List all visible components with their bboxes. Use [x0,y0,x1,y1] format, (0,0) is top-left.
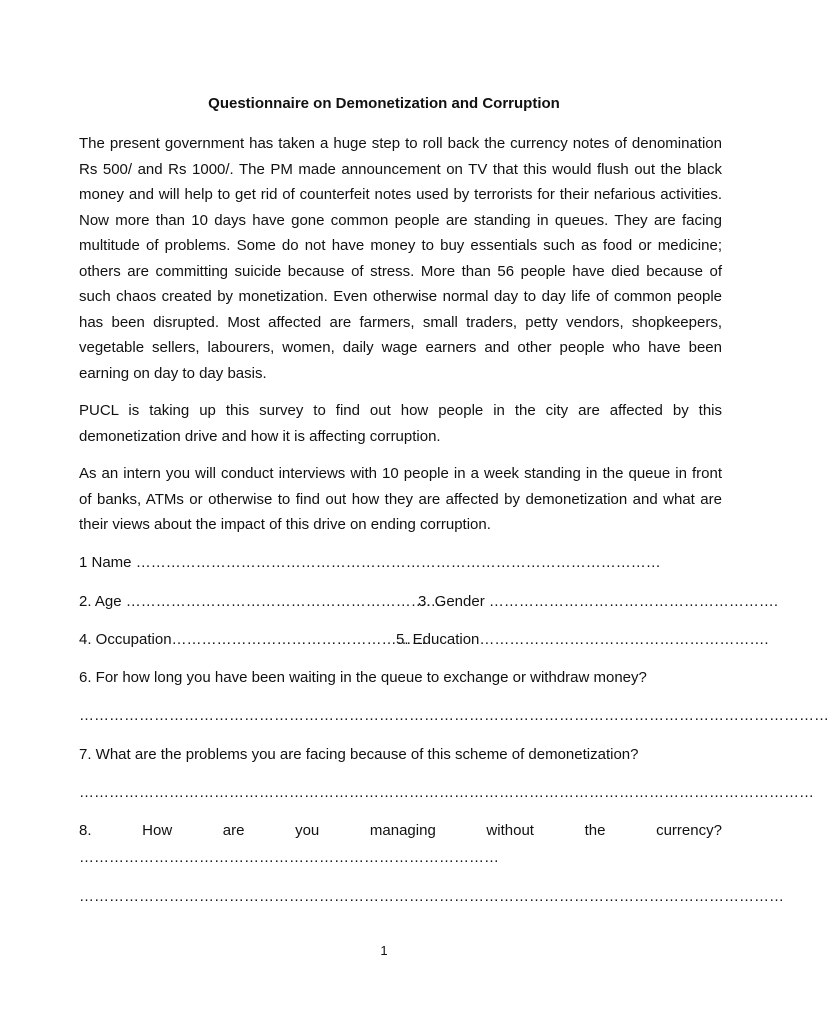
q8-word: 8. [79,822,92,839]
question-8-answer-line-1: ………………………………………………………………………… [79,849,499,866]
q8-word: currency? [656,822,722,839]
page-number: 1 [380,943,388,958]
q8-word: you [295,822,320,839]
intern-instructions-paragraph: As an intern you will conduct interviews with 10 people in a week standing in the queue in front of banks, ATMs or otherwise to find out how they are affected by demonetization and what are their views about the impact of this drive on ending corruption. [79,465,722,533]
q8-word: the [584,822,606,839]
name-field: 1 Name …………………………………………………………………………………………… [79,554,661,571]
question-7: 7. What are the problems you are facing because of this scheme of demonetization? [79,746,639,763]
intro-paragraph: The present government has taken a huge step to roll back the currency notes of denomination Rs 500/ and Rs 1000/. The PM made announcement on TV that this would flush out the black money and will help to get rid of counterfeit notes used by terrorists for their nefarious activities. Now more than 10 days have gone common people are standing in queues. They are facing multitude of problems. Some do not have money to buy essentials such as food or medicine; others are committing suicide because of stress. More than 56 people have died because of such chaos created by monetization. Even otherwise normal day to day life of common people has been disrupted. Most affected are farmers, small traders, petty vendors, shopkeepers, vegetable sellers, labourers, women, daily wage earners and other people who have been earning on day to day basis. [79,135,722,382]
q8-word: managing [369,822,436,839]
survey-purpose-paragraph: PUCL is taking up this survey to find out how people in the city are affected by this demonetization drive and how it is affecting corruption. [79,402,722,445]
age-field: 2. Age ………………………………………………………. [79,593,445,610]
q8-word: are [222,822,245,839]
document-title: Questionnaire on Demonetization and Corruption [208,95,560,112]
question-8-answer-line-2: …………………………………………………………………………………………………………………………… [79,888,784,905]
question-6-answer-line: …………………………………………………………………………………………………………………………………… [79,707,829,724]
gender-field: 3. Gender …………………………………………………. [418,593,779,610]
q8-word: How [142,822,173,839]
question-6: 6. For how long you have been waiting in the queue to exchange or withdraw money? [79,669,647,686]
question-8 [79,821,722,841]
question-7-answer-line: ………………………………………………………………………………………………………………………………… [79,784,814,801]
q8-word: without [486,822,534,839]
education-field: 5. Education…………………………………………………. [396,631,769,648]
occupation-field: 4. Occupation…………………………………………… [79,631,427,648]
